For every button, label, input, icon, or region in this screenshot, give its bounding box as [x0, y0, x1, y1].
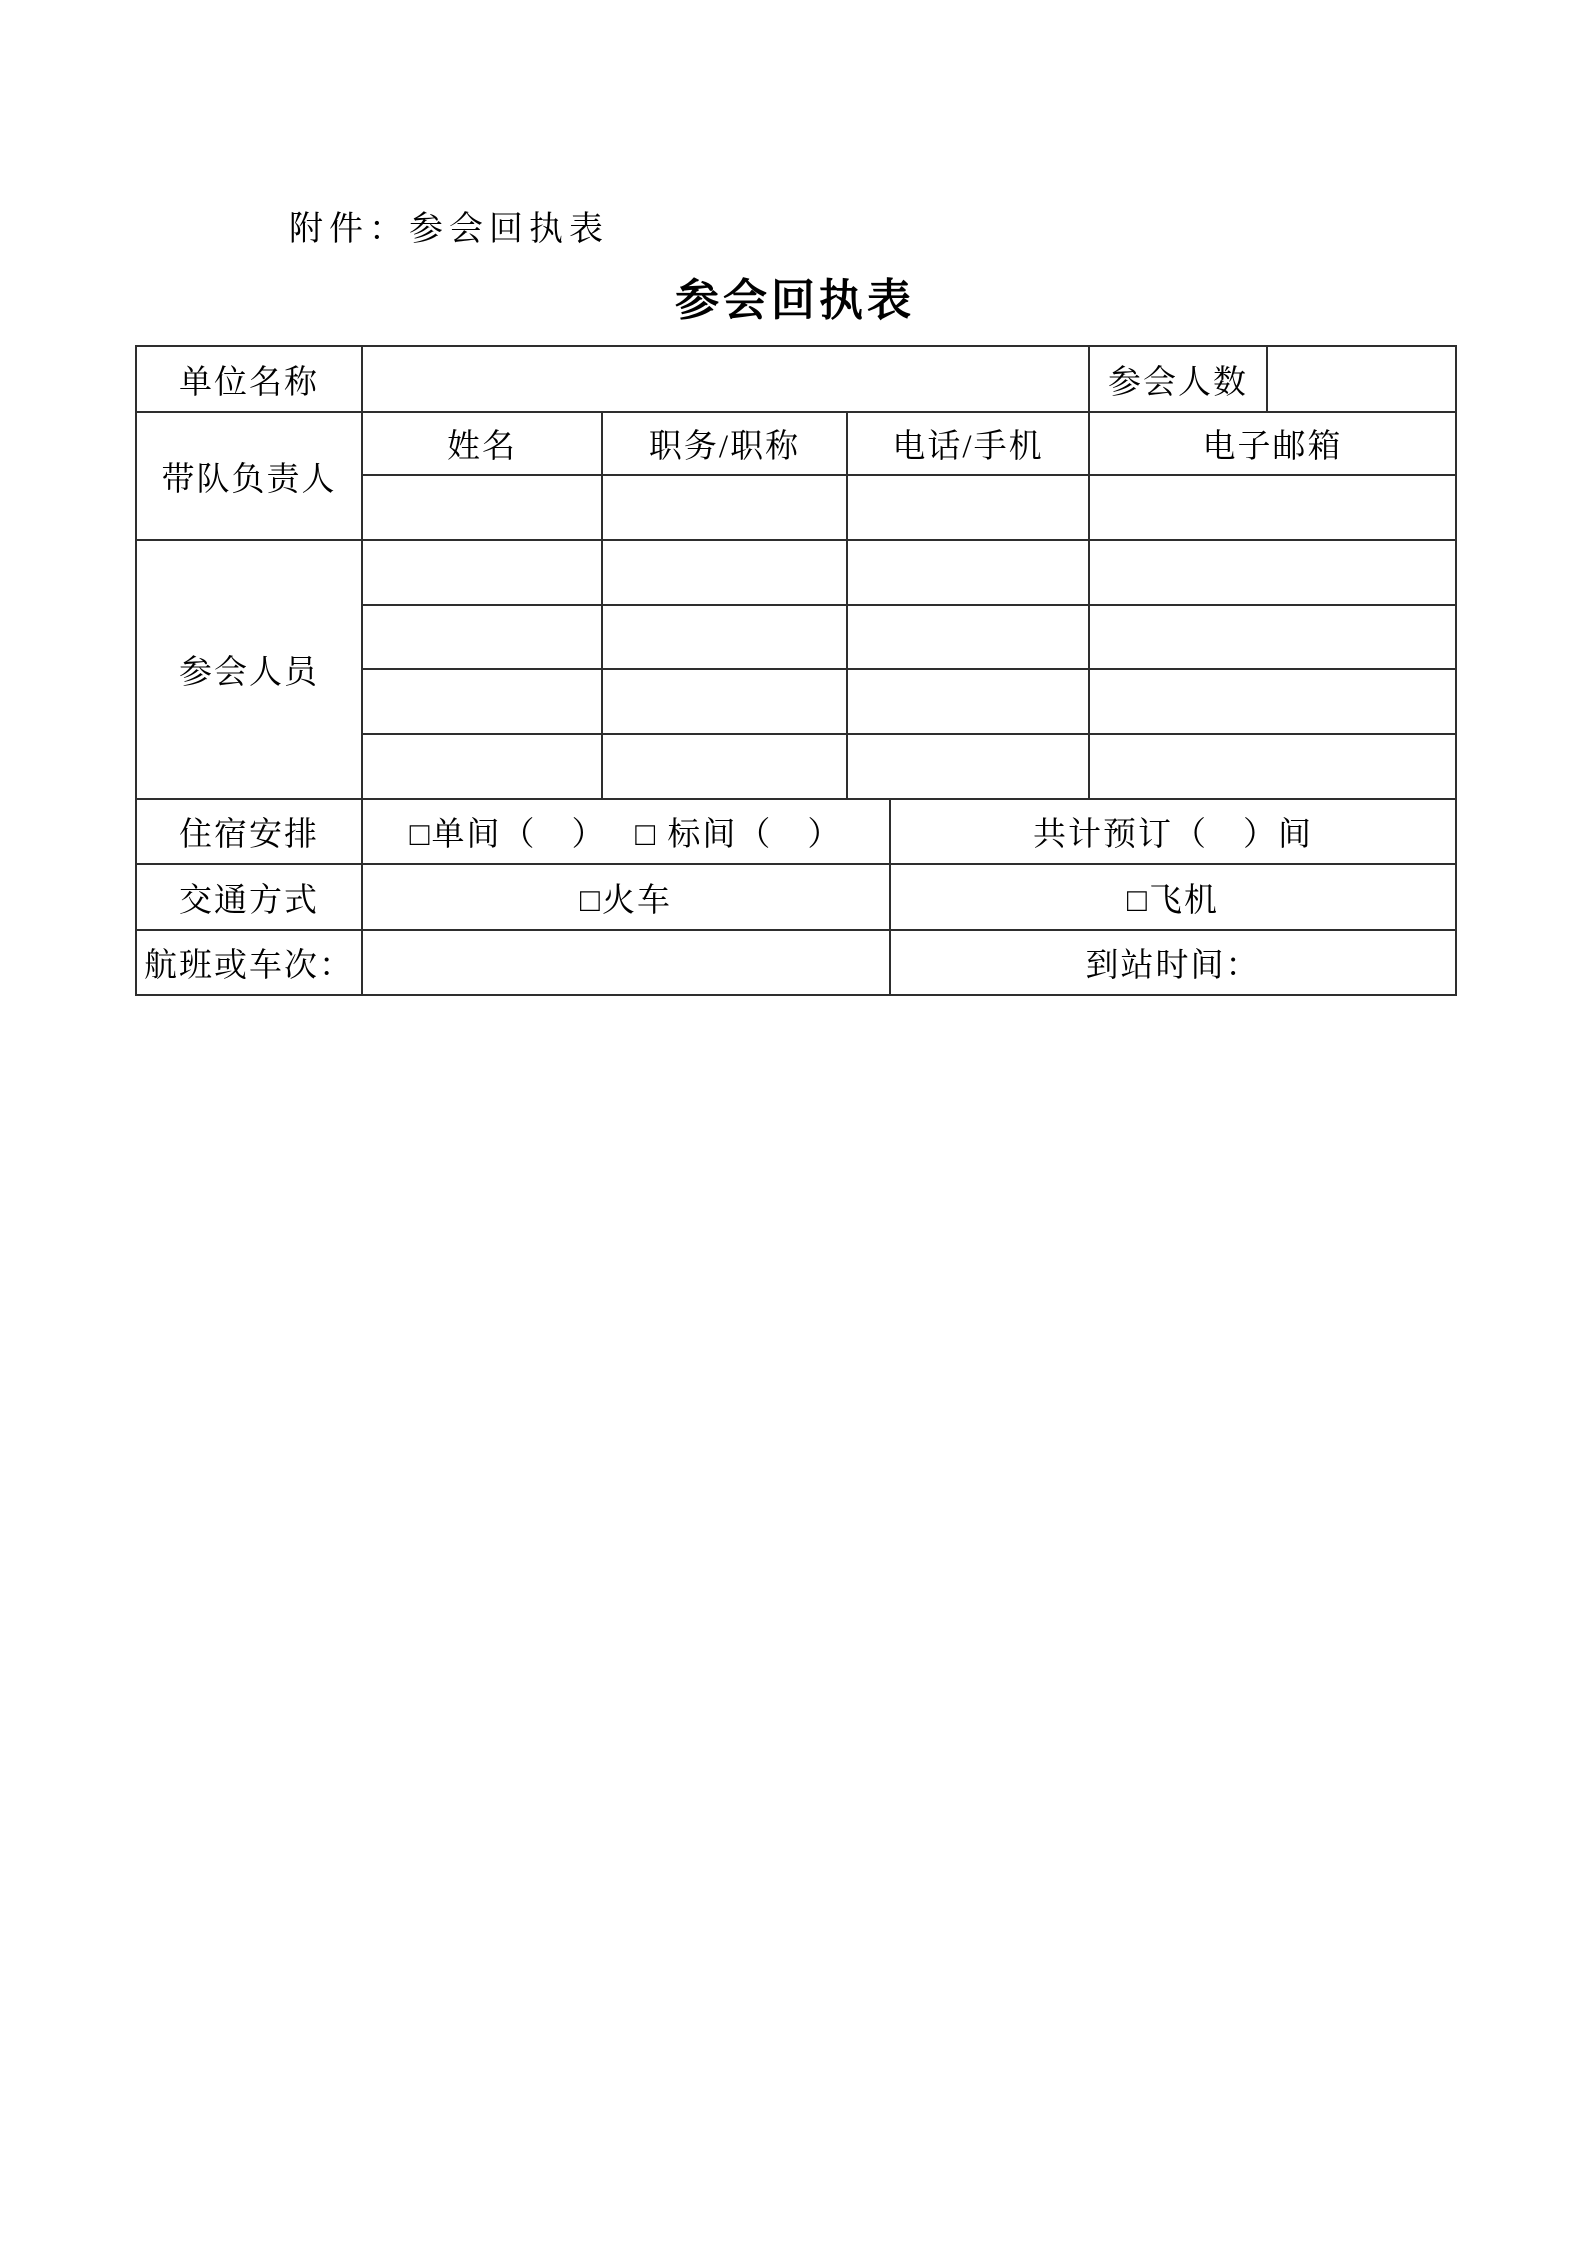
accommodation-room-options[interactable]: □单间（ ） □ 标间（ ） — [362, 799, 890, 864]
participant-position-input-cell[interactable] — [602, 669, 847, 734]
participants-label: 参会人员 — [136, 540, 362, 799]
column-header-phone: 电话/手机 — [847, 412, 1089, 475]
unit-name-label: 单位名称 — [136, 346, 362, 412]
participant-name-input-cell[interactable] — [362, 540, 602, 605]
accommodation-total-booked[interactable]: 共计预订（ ）间 — [890, 799, 1456, 864]
transport-train-checkbox-option[interactable]: □火车 — [362, 864, 890, 930]
unit-name-input-cell[interactable] — [362, 346, 1089, 412]
participant-phone-input-cell[interactable] — [847, 669, 1089, 734]
participant-name-input-cell[interactable] — [362, 605, 602, 669]
column-header-email: 电子邮箱 — [1089, 412, 1456, 475]
participant-name-input-cell[interactable] — [362, 669, 602, 734]
participant-position-input-cell[interactable] — [602, 734, 847, 799]
transport-label: 交通方式 — [136, 864, 362, 930]
participant-email-input-cell[interactable] — [1089, 540, 1456, 605]
participant-phone-input-cell[interactable] — [847, 605, 1089, 669]
leader-label: 带队负责人 — [136, 412, 362, 540]
leader-position-input-cell[interactable] — [602, 475, 847, 540]
table-row — [136, 540, 1456, 605]
table-row — [136, 346, 1456, 412]
participant-phone-input-cell[interactable] — [847, 540, 1089, 605]
table-row — [136, 412, 1456, 475]
participant-phone-input-cell[interactable] — [847, 734, 1089, 799]
page-title: 参会回执表 — [675, 276, 915, 325]
table-row — [136, 799, 1456, 864]
participant-name-input-cell[interactable] — [362, 734, 602, 799]
participant-email-input-cell[interactable] — [1089, 605, 1456, 669]
flight-or-train-label: 航班或车次： — [136, 930, 362, 995]
participant-email-input-cell[interactable] — [1089, 734, 1456, 799]
table-row — [136, 930, 1456, 995]
leader-email-input-cell[interactable] — [1089, 475, 1456, 540]
accommodation-label: 住宿安排 — [136, 799, 362, 864]
participant-email-input-cell[interactable] — [1089, 669, 1456, 734]
participant-position-input-cell[interactable] — [602, 540, 847, 605]
attendee-count-label: 参会人数 — [1089, 346, 1267, 412]
attachment-heading: 附件：参会回执表 — [289, 211, 609, 248]
arrival-time-label[interactable]: 到站时间： — [890, 930, 1456, 995]
participant-position-input-cell[interactable] — [602, 605, 847, 669]
column-header-name: 姓名 — [362, 412, 602, 475]
reply-form-table — [135, 345, 1457, 996]
leader-name-input-cell[interactable] — [362, 475, 602, 540]
column-header-position: 职务/职称 — [602, 412, 847, 475]
table-row — [136, 864, 1456, 930]
attendee-count-input-cell[interactable] — [1267, 346, 1456, 412]
flight-or-train-input-cell[interactable] — [362, 930, 890, 995]
transport-plane-checkbox-option[interactable]: □飞机 — [890, 864, 1456, 930]
leader-phone-input-cell[interactable] — [847, 475, 1089, 540]
